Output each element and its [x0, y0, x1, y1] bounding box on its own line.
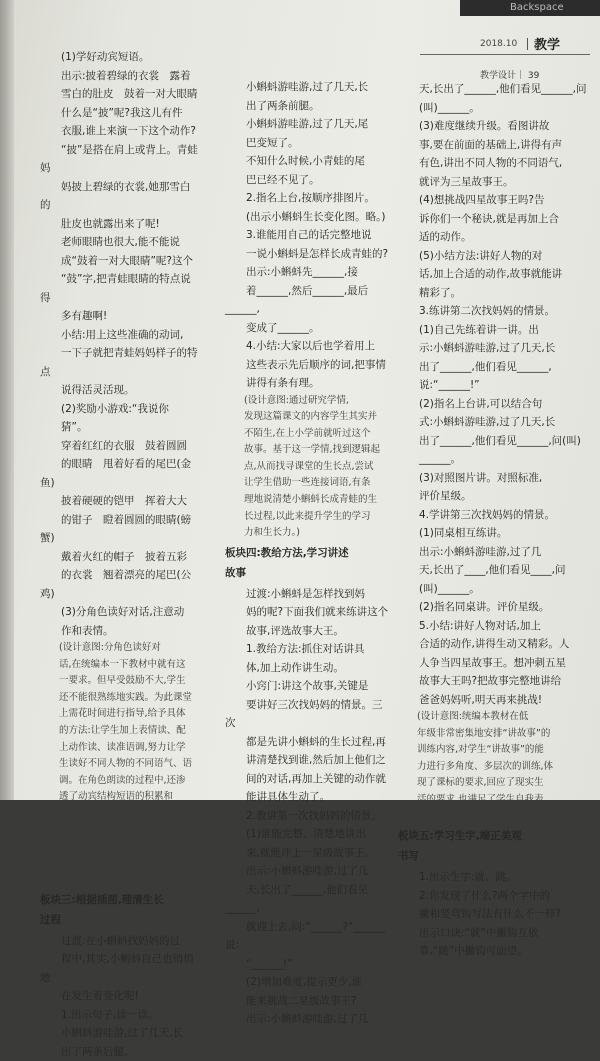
text-line: 妈的呢?下面我们就来练讲这个 [246, 606, 389, 619]
text-line: 1.出示生字:就、跳。 [419, 871, 517, 884]
text-line: 人争当四星故事王。想冲刺五星 [419, 656, 566, 669]
section-heading: 板块三:根据插图,理清生长 [40, 893, 164, 906]
text-line: 达的要求。) [417, 810, 464, 822]
text-line: “披”是搭在肩上或背上。青蛙妈 [40, 143, 198, 174]
text-line: (设计意图:通过研究学情, [244, 394, 349, 406]
text-line: 肚皮也就露出来了呢! [61, 217, 160, 230]
text-line: 3.练讲第二次找妈妈的情景。 [419, 305, 556, 317]
text-line: 妈披上碧绿的衣裳,她那雪白的 [40, 180, 191, 211]
text-line: (1)谁能完整、清楚地讲出 [246, 828, 366, 841]
page-header [420, 22, 590, 81]
text-line: 小蝌蚪游哇游,过了几天,尾 [246, 118, 369, 130]
text-line: 出示:披着碧绿的衣裳 露着 [61, 69, 191, 82]
text-line: 精彩了。 [419, 286, 461, 299]
text-line: 话,加上合适的动作,故事就能讲 [419, 268, 563, 280]
section-heading: 书写 [398, 850, 419, 863]
text-line: 1.教给方法:抓住对话讲具 [246, 643, 365, 656]
text-line: 出了两条后腿。 [61, 1045, 135, 1058]
text-line: 多有趣啊! [61, 310, 108, 322]
text-line: (3)难度继续升级。看图讲故 [419, 120, 550, 132]
header-divider [527, 38, 528, 50]
backspace-key-label: Backspace [510, 2, 564, 13]
text-line: 故事。基于这一学情,找到逻辑起 [244, 444, 381, 456]
text-line: 4.小结:大家以后也学着用上 [246, 340, 376, 352]
text-line: 出了______,他们看见______, [419, 360, 552, 373]
text-line: 雪白的肚皮 鼓着一对大眼睛 [61, 88, 198, 100]
text-line: 2.教讲第一次找妈妈的情景。 [246, 809, 383, 822]
text-line: 故事,评选故事大王。 [246, 624, 344, 637]
text-line: 上动作读、读准语调,努力让学 [59, 741, 186, 753]
text-line: 一说小蝌蚪是怎样长成青蛙的? [246, 247, 389, 260]
text-line: 上需花时间进行指导,给予具体 [59, 708, 186, 720]
text-line: 就评为三星故事王。 [419, 175, 514, 188]
text-line: 成“鼓着一对大眼睛”呢?这个 [61, 254, 193, 267]
text-line: 一下子就把青蛙妈妈样子的特点 [40, 347, 198, 378]
text-line: 发现这篇课文的内容学生其实并 [244, 411, 378, 423]
text-line: 质量。) [59, 874, 87, 886]
text-line: 评价星级。 [419, 490, 472, 502]
text-line: (1)自己先练着讲一讲。出 [419, 323, 539, 336]
text-line: (3)分角色读好对话,注意动 [61, 606, 185, 618]
text-line: 天,长出了______,他们看见______,问 [419, 83, 587, 95]
text-line: 小蝌蚪游哇游,过了几天,长 [61, 1027, 184, 1040]
text-line: 点,从而找寻课堂的生长点,尝试 [244, 460, 374, 472]
text-line: (叫)______。 [419, 582, 480, 595]
text-line: 3.谁能用自己的话完整地说 [246, 229, 372, 241]
text-line: 过渡:小蝌蚪是怎样找到妈 [246, 587, 366, 600]
text-line: 有色,讲出不同人物的不同语气, [419, 157, 563, 169]
text-line: 长过程,以此来提升学生的学习 [244, 510, 371, 522]
text-line: (1)同桌相互练讲。 [419, 527, 508, 539]
text-line: 作和表情。 [61, 624, 114, 637]
text-line: 说得活灵活现。 [61, 384, 135, 396]
text-line: 出示:小蝌蚪先______,接 [246, 266, 358, 278]
text-line: 实践。用课文的语言来丰富学生 [59, 841, 193, 853]
text-line: 来,就能评上一星级故事王。 [246, 846, 376, 859]
text-line: (3)对照图片讲。对照标准, [419, 471, 543, 484]
text-column-right [398, 80, 590, 961]
text-line: 话,在统编本一下教材中就有这 [59, 658, 186, 670]
text-line: 让学生借助一些连接词语,有条 [244, 477, 371, 489]
text-line: 猜”来巩固迁移,充分进行语言 [59, 824, 181, 836]
text-line: 天,长出了______,他们看见______, [225, 883, 369, 915]
text-line: 还不能很熟练地实践。为此课堂 [59, 691, 193, 703]
text-line: 在发生着变化呢! [61, 990, 139, 1003]
keyboard-corner [460, 0, 600, 16]
text-line: 的语言,提高学生语言表达的 [59, 857, 177, 869]
text-line: 什么是“披”呢?我这儿有件 [61, 106, 183, 119]
text-line: 衣服,谁上来演一下这个动作? [61, 125, 196, 137]
text-line: 5.小结:讲好人物对话,加上 [419, 619, 541, 632]
text-line: 靠,“跳”中撇钩可面望。 [419, 945, 528, 958]
text-line: 这些表示先后顺序的词,把事情 [246, 358, 386, 371]
section-heading: 故事 [225, 566, 246, 579]
text-line: 不陌生,在上小学前就听过这个 [244, 427, 371, 439]
text-line: 力和生长力。) [244, 527, 300, 539]
text-line: 小窍门:讲这个故事,关键是 [246, 680, 369, 693]
text-line: (5)小结方法:讲好人物的对 [419, 249, 543, 262]
page-binding-edge [0, 0, 14, 800]
text-line: 的方法:让学生加上表情读、配 [59, 724, 186, 736]
section-subtitle-page-number: 教学设计｜ 39 [480, 71, 540, 81]
text-line: 一要求。但早受鼓励不大,学生 [59, 675, 186, 687]
text-line: 能来挑战二星级故事王? [246, 994, 357, 1007]
text-line: 年级非常密集地安排“讲故事”的 [417, 727, 551, 739]
text-line: 的眼睛 甩着好看的尾巴(金鱼) [40, 458, 192, 489]
text-line: 天,长出了____,他们看见____,问 [419, 564, 566, 576]
text-line: 讲清楚找到谁,然后加上他们之 [246, 754, 386, 767]
text-line: 生读好不同人物的不同语气、语 [59, 758, 193, 770]
text-line: “鼓”字,把青蛙眼睛的特点说得 [40, 273, 191, 304]
section-title: 教学 [534, 38, 561, 53]
text-line: 披着硬硬的铠甲 挥着大大 [61, 495, 187, 507]
text-line: (1)学好动宾短语。 [61, 51, 150, 63]
text-line: 能讲具体生动了。 [246, 791, 330, 804]
text-line: 撇和竖弯钩写法有什么不一样? [419, 908, 562, 921]
text-line: 出示:小蝌蚪游哇游,过了几 [419, 545, 542, 558]
text-line: 2.指名上台,按顺序排图片。 [246, 192, 375, 204]
text-line: (2)指名同桌讲。评价星级。 [419, 601, 550, 613]
text-line: 训练内容,对学生“讲故事”的能 [417, 744, 544, 756]
text-line: 事,要在前面的基础上,讲得有声 [419, 138, 563, 151]
text-line: 爸爸妈妈听,明天再来挑战! [419, 693, 543, 706]
text-line: 透了动宾结构短语的积累和 [59, 791, 174, 803]
text-line: 合适的动作,讲得生动又精彩。人 [419, 638, 570, 650]
section-heading: 板块五:学习生字,端正美观 [398, 830, 522, 843]
text-line: 巴已经不见了。 [246, 173, 320, 186]
text-line: (2)增加难度,提示更少,谁 [246, 976, 363, 989]
text-line: 就迎上去,问:“______?”______说: [225, 920, 385, 952]
text-line: 示:小蝌蚪游哇游,过了几天,长 [419, 342, 556, 354]
section-heading: 板块四:教给方法,学习讲述 [225, 546, 349, 559]
text-line: 程中,其实,小蝌蚪自己也悄悄地 [40, 953, 194, 984]
text-line: 现了课标的要求,回应了现实生 [417, 777, 544, 789]
text-line: 的钳子 瞪着圆圆的眼睛(螃蟹) [40, 513, 192, 544]
text-line: 戴着火红的帽子 披着五彩 [61, 550, 187, 563]
text-line: 出示:小蝌蚪游哇游,过了几 [246, 1013, 369, 1026]
text-line: 出了两条前腿。 [246, 99, 320, 112]
text-line: 小结:用上这些准确的动词, [61, 328, 184, 341]
text-line: 适的动作。 [419, 231, 472, 243]
text-line: (设计意图:分角色读好对 [59, 642, 161, 653]
text-line: 猜”。 [61, 421, 88, 433]
text-line: 理地说清楚小蝌蚪长成青蛙的生 [244, 494, 378, 506]
text-line: 巴变短了。 [246, 136, 299, 149]
text-line: 要讲好三次找妈妈的情景。三次 [225, 698, 383, 730]
text-column-left [40, 48, 200, 1061]
text-line: 故事大王吗?把故事完整地讲给 [419, 675, 562, 687]
text-line: 体,加上动作讲生动。 [246, 661, 344, 674]
text-line: 2.你发现了什么?两个字中的 [419, 889, 551, 902]
text-line: 间的对话,再加上关键的动作就 [246, 772, 386, 785]
text-line: 调。在角色朗读的过程中,还渗 [59, 774, 186, 786]
text-line: ______。 [419, 453, 461, 465]
text-line: 1.出示句子,读一读。 [61, 1008, 159, 1021]
issue-date: 2018.10 [480, 39, 518, 49]
text-line: (2)奖励小游戏:“我说你 [61, 402, 169, 415]
text-line: (4)想挑战四星故事王吗?告 [419, 194, 545, 206]
text-line: 不知什么时候,小青蛙的尾 [246, 155, 365, 167]
text-line: 出了______,他们看见______,问(叫) [419, 434, 581, 447]
text-line: 说:“______!” [419, 379, 480, 391]
header-rule [420, 54, 590, 55]
text-line: 出示口诀:“就”中撇钩互依 [419, 926, 539, 939]
text-line: (设计意图:统编本教材在低 [417, 711, 529, 722]
text-line: 小蝌蚪游哇游,过了几天,长 [246, 81, 369, 93]
text-line: 老师眼睛也很大,能不能说 [61, 236, 180, 248]
text-line: 力进行多角度、多层次的训练,体 [417, 760, 554, 772]
text-line: 变成了______。 [246, 321, 320, 334]
text-line: 出示:小蝌蚪游哇游,过了几 [246, 865, 369, 878]
text-line: 4.学讲第三次找妈妈的情景。 [419, 508, 556, 521]
text-line: 都是先讲小蝌蚪的生长过程,再 [246, 735, 386, 748]
text-line: 着______,然后______,最后______, [225, 284, 369, 315]
text-line: “______!” [246, 957, 293, 970]
text-line: 过渡:在小蝌蚪找妈妈的过 [61, 934, 181, 947]
text-line: (叫)______。 [419, 101, 480, 114]
text-line: 的衣裳 翘着漂亮的尾巴(公鸡) [40, 569, 192, 600]
text-line: 诉你们一个秘诀,就是再加上合 [419, 212, 559, 225]
text-line: (2)指名上台讲,可以结合句 [419, 397, 543, 410]
text-column-middle [225, 78, 390, 1029]
text-line: 穿着红红的衣服 鼓着圆圆 [61, 439, 187, 452]
text-line: 讲得有条有理。 [246, 377, 320, 389]
text-line: 活的要求,也满足了学生自我表 [417, 793, 544, 805]
section-heading: 过程 [40, 913, 61, 926]
text-line: 式:小蝌蚪游哇游,过了几天,长 [419, 416, 556, 428]
text-line: 运用,并创设游戏情境“我说你 [59, 807, 181, 819]
text-line: (出示小蝌蚪生长变化图。略。) [246, 210, 386, 223]
